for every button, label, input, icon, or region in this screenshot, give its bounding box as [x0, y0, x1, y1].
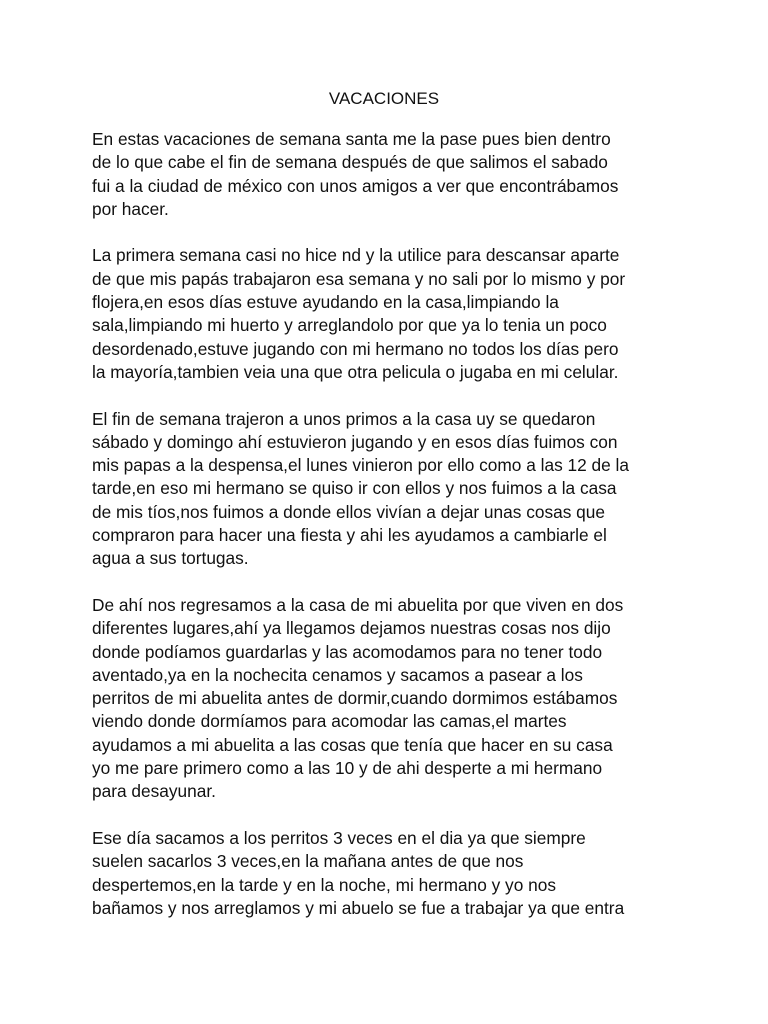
text-line: de que mis papás trabajaron esa semana y no sali por lo mismo y por: [92, 268, 626, 289]
text-line: desordenado,estuve jugando con mi hermano no todos los días pero: [92, 338, 619, 359]
document-title: VACACIONES: [328, 89, 440, 108]
text-line: El fin de semana trajeron a unos primos a la casa uy se quedaron: [92, 408, 596, 429]
paragraph: [92, 594, 692, 804]
text-line: la mayoría,tambien veia una que otra pelicula o jugaba en mi celular.: [92, 361, 619, 382]
text-line: yo me pare primero como a las 10 y de ahi desperte a mi hermano: [92, 758, 603, 779]
text-line: despertemos,en la tarde y en la noche, mi hermano y yo nos: [92, 874, 556, 895]
text-line: ayudamos a mi abuelita a las cosas que tenía que hacer en su casa: [92, 734, 613, 755]
text-line: sábado y domingo ahí estuvieron jugando y en esos días fuimos con: [92, 431, 618, 452]
paragraph: [92, 408, 692, 571]
paragraph: [92, 244, 692, 384]
text-line: agua a sus tortugas.: [92, 548, 249, 569]
text-line: suelen sacarlos 3 veces,en la mañana antes de que nos: [92, 851, 524, 872]
text-line: donde podíamos guardarlas y las acomodamos para no tener todo: [92, 641, 603, 662]
text-line: de lo que cabe el fin de semana después de que salimos el sabado: [92, 152, 608, 173]
text-line: tarde,en eso mi hermano se quiso ir con ellos y nos fuimos a la casa: [92, 478, 617, 499]
paragraph: [92, 827, 692, 920]
text-line: La primera semana casi no hice nd y la utilice para descansar aparte: [92, 245, 620, 266]
text-line: diferentes lugares,ahí ya llegamos dejamos nuestras cosas nos dijo: [92, 618, 611, 639]
text-line: En estas vacaciones de semana santa me la pase pues bien dentro: [92, 129, 611, 149]
text-line: para desayunar.: [92, 781, 216, 802]
text-line: de mis tíos,nos fuimos a donde ellos vivían a dejar unas cosas que: [92, 501, 605, 522]
text-line: Ese día sacamos a los perritos 3 veces en el dia ya que siempre: [92, 827, 586, 848]
text-line: aventado,ya en la nochecita cenamos y sacamos a pasear a los: [92, 664, 583, 685]
text-line: fui a la ciudad de méxico con unos amigos a ver que encontrábamos: [92, 175, 619, 196]
text-line: flojera,en esos días estuve ayudando en la casa,limpiando la: [92, 292, 559, 313]
text-line: bañamos y nos arreglamos y mi abuelo se fue a trabajar ya que entra: [92, 897, 625, 918]
text-line: sala,limpiando mi huerto y arreglandolo por que ya lo tenia un poco: [92, 315, 607, 336]
text-line: compraron para hacer una fiesta y ahi les ayudamos a cambiarle el: [92, 525, 607, 546]
text-line: perritos de mi abuelita antes de dormir,cuando dormimos estábamos: [92, 688, 618, 709]
text-line: viendo donde dormíamos para acomodar las camas,el martes: [92, 711, 567, 732]
text-line: mis papas a la despensa,el lunes vinieron por ello como a las 12 de la: [92, 455, 630, 476]
document-body: [92, 128, 692, 943]
text-line: De ahí nos regresamos a la casa de mi abuelita por que viven en dos: [92, 594, 624, 615]
paragraph: [92, 128, 692, 221]
text-line: por hacer.: [92, 198, 169, 219]
